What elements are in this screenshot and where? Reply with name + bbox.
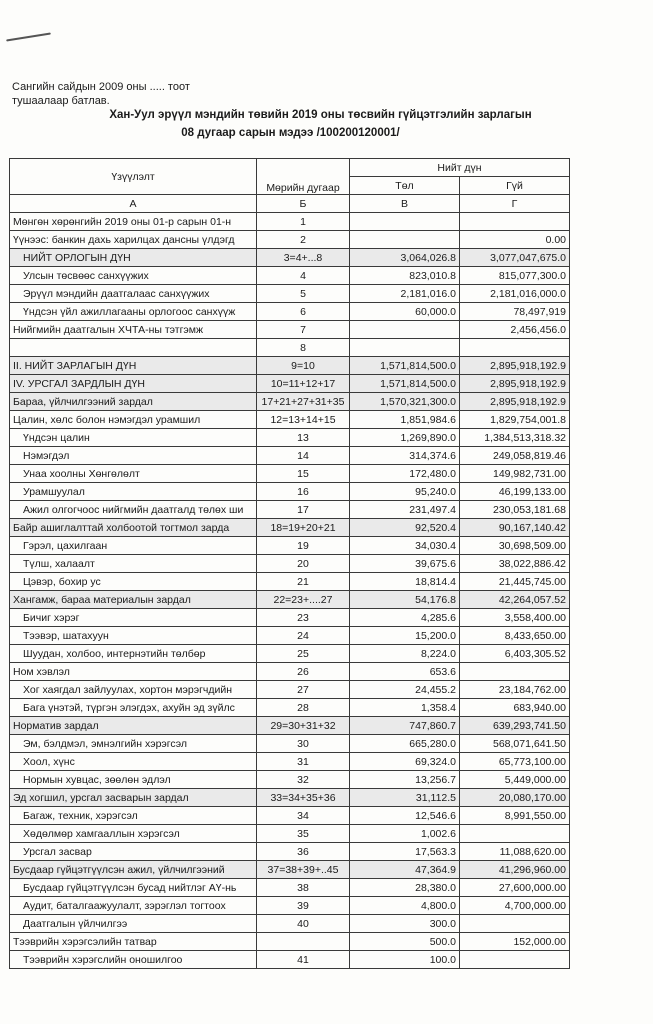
row-code: 40: [257, 915, 350, 933]
row-code: 32: [257, 771, 350, 789]
row-code: 12=13+14+15: [257, 411, 350, 429]
row-actual-value: 149,982,731.00: [460, 465, 570, 483]
row-plan-value: [350, 231, 460, 249]
table-row: [10, 645, 570, 663]
row-code: 23: [257, 609, 350, 627]
row-code: 24: [257, 627, 350, 645]
table-row: [10, 555, 570, 573]
table-row: [10, 285, 570, 303]
table-row: [10, 429, 570, 447]
row-code: 25: [257, 645, 350, 663]
approval-line-2: тушаалаар батлав.: [12, 95, 110, 107]
row-code: 37=38+39+..45: [257, 861, 350, 879]
table-row: [10, 753, 570, 771]
row-actual-value: 568,071,641.50: [460, 735, 570, 753]
table-row: [10, 699, 570, 717]
table-row: [10, 897, 570, 915]
row-code: 33=34+35+36: [257, 789, 350, 807]
row-actual-value: 815,077,300.0: [460, 267, 570, 285]
table-row: [10, 537, 570, 555]
row-plan-value: 100.0: [350, 951, 460, 969]
table-row: [10, 483, 570, 501]
row-plan-value: 95,240.0: [350, 483, 460, 501]
row-code: 38: [257, 879, 350, 897]
row-code: 17+21+27+31+35: [257, 393, 350, 411]
table-row: [10, 465, 570, 483]
row-plan-value: 314,374.6: [350, 447, 460, 465]
row-actual-value: 90,167,140.42: [460, 519, 570, 537]
row-code: 6: [257, 303, 350, 321]
row-label: Нийгмийн даатгалын ХЧТА-ны тэтгэмж: [10, 321, 257, 339]
row-actual-value: 5,449,000.00: [460, 771, 570, 789]
row-plan-value: 665,280.0: [350, 735, 460, 753]
row-actual-value: 27,600,000.00: [460, 879, 570, 897]
row-plan-value: 1,269,890.0: [350, 429, 460, 447]
table-row: [10, 249, 570, 267]
row-code: 27: [257, 681, 350, 699]
table-row: [10, 951, 570, 969]
row-code: 18=19+20+21: [257, 519, 350, 537]
row-actual-value: 152,000.00: [460, 933, 570, 951]
row-code: 34: [257, 807, 350, 825]
row-plan-value: 3,064,026.8: [350, 249, 460, 267]
row-actual-value: 38,022,886.42: [460, 555, 570, 573]
row-plan-value: 13,256.7: [350, 771, 460, 789]
row-label: Хөдөлмөр хамгааллын хэрэгсэл: [10, 825, 257, 843]
row-code: 28: [257, 699, 350, 717]
header-indicator: Үзүүлэлт: [10, 159, 257, 195]
row-label: Цалин, хөлс болон нэмэгдэл урамшил: [10, 411, 257, 429]
row-plan-value: 1,571,814,500.0: [350, 375, 460, 393]
table-row: [10, 573, 570, 591]
row-label: Багаж, техник, хэрэгсэл: [10, 807, 257, 825]
row-actual-value: 0.00: [460, 231, 570, 249]
row-actual-value: 8,991,550.00: [460, 807, 570, 825]
row-label: Эд хогшил, урсгал засварын зардал: [10, 789, 257, 807]
row-label: Нормын хувцас, зөөлөн эдлэл: [10, 771, 257, 789]
row-actual-value: 1,829,754,001.8: [460, 411, 570, 429]
row-label: Мөнгөн хөрөнгийн 2019 оны 01-р сарын 01-н: [10, 213, 257, 231]
table-row: [10, 519, 570, 537]
table-row: [10, 267, 570, 285]
row-label: Үндсэн цалин: [10, 429, 257, 447]
row-code: 10=11+12+17: [257, 375, 350, 393]
row-label: Нэмэгдэл: [10, 447, 257, 465]
row-plan-value: 1,851,984.6: [350, 411, 460, 429]
row-label: Хангамж, бараа материалын зардал: [10, 591, 257, 609]
row-actual-value: 2,895,918,192.9: [460, 393, 570, 411]
table-row: [10, 609, 570, 627]
row-plan-value: 39,675.6: [350, 555, 460, 573]
row-actual-value: 6,403,305.52: [460, 645, 570, 663]
row-label: [10, 339, 257, 357]
row-plan-value: 2,181,016.0: [350, 285, 460, 303]
report-subtitle: 08 дугаар сарын мэдээ /100200120001/: [181, 127, 400, 139]
row-code: 14: [257, 447, 350, 465]
row-actual-value: 8,433,650.00: [460, 627, 570, 645]
row-plan-value: 823,010.8: [350, 267, 460, 285]
row-actual-value: [460, 663, 570, 681]
table-row: [10, 375, 570, 393]
row-code: 5: [257, 285, 350, 303]
row-label: Ном хэвлэл: [10, 663, 257, 681]
row-code: 7: [257, 321, 350, 339]
row-plan-value: 231,497.4: [350, 501, 460, 519]
table-row: [10, 717, 570, 735]
table-row: [10, 879, 570, 897]
row-label: Хог хаягдал зайлуулах, хортон мэрэгчдийн: [10, 681, 257, 699]
row-code: 20: [257, 555, 350, 573]
expense-report-table: [9, 158, 570, 969]
letter-c: В: [350, 195, 460, 213]
table-row: [10, 321, 570, 339]
row-actual-value: 1,384,513,318.32: [460, 429, 570, 447]
row-label: Унаа хоолны Хөнгөлөлт: [10, 465, 257, 483]
row-actual-value: 4,700,000.00: [460, 897, 570, 915]
row-plan-value: 172,480.0: [350, 465, 460, 483]
row-plan-value: 92,520.4: [350, 519, 460, 537]
row-label: Даатгалын үйлчилгээ: [10, 915, 257, 933]
row-label: Эм, бэлдмэл, эмнэлгийн хэрэгсэл: [10, 735, 257, 753]
row-label: IV. УРСГАЛ ЗАРДЛЫН ДҮН: [10, 375, 257, 393]
row-plan-value: 34,030.4: [350, 537, 460, 555]
header-plan: Төл: [350, 177, 460, 195]
row-code: 31: [257, 753, 350, 771]
row-plan-value: 15,200.0: [350, 627, 460, 645]
row-plan-value: 1,570,321,300.0: [350, 393, 460, 411]
row-actual-value: 11,088,620.00: [460, 843, 570, 861]
row-code: 9=10: [257, 357, 350, 375]
row-plan-value: 4,285.6: [350, 609, 460, 627]
row-label: II. НИЙТ ЗАРЛАГЫН ДҮН: [10, 357, 257, 375]
table-row: [10, 843, 570, 861]
row-actual-value: 78,497,919: [460, 303, 570, 321]
row-actual-value: 46,199,133.00: [460, 483, 570, 501]
table-row: [10, 663, 570, 681]
row-code: 22=23+....27: [257, 591, 350, 609]
row-label: Тээвэр, шатахуун: [10, 627, 257, 645]
table-row: [10, 681, 570, 699]
scan-pen-mark: [6, 32, 51, 41]
row-plan-value: [350, 321, 460, 339]
row-plan-value: 300.0: [350, 915, 460, 933]
row-actual-value: 3,558,400.00: [460, 609, 570, 627]
row-code: 2: [257, 231, 350, 249]
table-row: [10, 339, 570, 357]
row-actual-value: 249,058,819.46: [460, 447, 570, 465]
row-actual-value: 230,053,181.68: [460, 501, 570, 519]
row-label: Бараа, үйлчилгээний зардал: [10, 393, 257, 411]
row-code: 8: [257, 339, 350, 357]
row-plan-value: 500.0: [350, 933, 460, 951]
row-label: Байр ашиглалттай холбоотой тогтмол зарда: [10, 519, 257, 537]
header-row-1: [10, 159, 570, 177]
letter-a: А: [10, 195, 257, 213]
table-row: [10, 771, 570, 789]
row-plan-value: 69,324.0: [350, 753, 460, 771]
row-actual-value: 2,456,456.0: [460, 321, 570, 339]
table-row: [10, 861, 570, 879]
row-actual-value: 20,080,170.00: [460, 789, 570, 807]
row-code: 3=4+...8: [257, 249, 350, 267]
row-actual-value: 30,698,509.00: [460, 537, 570, 555]
header-total: Нийт дүн: [350, 159, 570, 177]
report-title: Хан-Уул эрүүл мэндийн төвийн 2019 оны төсвийн гүйцэтгэлийн зарлагын: [109, 109, 532, 121]
table-row: [10, 933, 570, 951]
row-plan-value: 8,224.0: [350, 645, 460, 663]
row-plan-value: 17,563.3: [350, 843, 460, 861]
row-actual-value: 639,293,741.50: [460, 717, 570, 735]
row-label: Үндсэн үйл ажиллагааны орлогоос санхүүж: [10, 303, 257, 321]
row-actual-value: 41,296,960.00: [460, 861, 570, 879]
row-plan-value: 747,860.7: [350, 717, 460, 735]
row-plan-value: 54,176.8: [350, 591, 460, 609]
row-actual-value: 683,940.00: [460, 699, 570, 717]
table-row: [10, 915, 570, 933]
row-plan-value: 28,380.0: [350, 879, 460, 897]
table-row: [10, 213, 570, 231]
row-code: 16: [257, 483, 350, 501]
row-label: Гэрэл, цахилгаан: [10, 537, 257, 555]
row-code: 36: [257, 843, 350, 861]
row-actual-value: 2,895,918,192.9: [460, 375, 570, 393]
row-label: Тээврийн хэрэгслийн оношилгоо: [10, 951, 257, 969]
approval-note: [12, 80, 190, 108]
letter-d: Г: [460, 195, 570, 213]
row-label: Эрүүл мэндийн даатгалаас санхүүжих: [10, 285, 257, 303]
header-code: Мөрийн дугаар: [257, 159, 350, 195]
row-label: Аудит, баталгаажуулалт, зэрэглэл тогтоох: [10, 897, 257, 915]
row-code: 39: [257, 897, 350, 915]
row-label: Урсгал засвар: [10, 843, 257, 861]
row-plan-value: 24,455.2: [350, 681, 460, 699]
row-code: 29=30+31+32: [257, 717, 350, 735]
row-label: НИЙТ ОРЛОГЫН ДҮН: [10, 249, 257, 267]
header-actual: Гүй: [460, 177, 570, 195]
row-actual-value: 2,181,016,000.0: [460, 285, 570, 303]
table-row: [10, 411, 570, 429]
table-row: [10, 735, 570, 753]
row-label: Улсын төсвөөс санхүүжих: [10, 267, 257, 285]
table-row: [10, 627, 570, 645]
row-label: Норматив зардал: [10, 717, 257, 735]
letter-row: [10, 195, 570, 213]
table-row: [10, 393, 570, 411]
row-plan-value: 1,002.6: [350, 825, 460, 843]
row-label: Урамшуулал: [10, 483, 257, 501]
row-label: Тээврийн хэрэгсэлийн татвар: [10, 933, 257, 951]
row-plan-value: 4,800.0: [350, 897, 460, 915]
row-plan-value: 60,000.0: [350, 303, 460, 321]
row-label: Ажил олгогчоос нийгмийн даатгалд төлөх ши: [10, 501, 257, 519]
row-code: 19: [257, 537, 350, 555]
row-actual-value: 21,445,745.00: [460, 573, 570, 591]
table-row: [10, 447, 570, 465]
row-code: 21: [257, 573, 350, 591]
row-actual-value: 65,773,100.00: [460, 753, 570, 771]
row-label: Үүнээс: банкин дахь харилцах дансны үлдэгд: [10, 231, 257, 249]
row-code: 35: [257, 825, 350, 843]
row-code: 1: [257, 213, 350, 231]
row-actual-value: 3,077,047,675.0: [460, 249, 570, 267]
row-plan-value: 47,364.9: [350, 861, 460, 879]
row-plan-value: 1,571,814,500.0: [350, 357, 460, 375]
row-label: Түлш, халаалт: [10, 555, 257, 573]
row-code: 41: [257, 951, 350, 969]
row-code: 15: [257, 465, 350, 483]
row-label: Бусдаар гүйцэтгүүлсэн бусад нийтлэг АҮ-нь: [10, 879, 257, 897]
row-actual-value: [460, 213, 570, 231]
table-row: [10, 357, 570, 375]
row-plan-value: [350, 213, 460, 231]
table-row: [10, 825, 570, 843]
table-row: [10, 303, 570, 321]
row-plan-value: 18,814.4: [350, 573, 460, 591]
approval-line-1: Сангийн сайдын 2009 оны ..... тоот: [12, 81, 190, 93]
row-plan-value: 12,546.6: [350, 807, 460, 825]
row-code: [257, 933, 350, 951]
row-code: 4: [257, 267, 350, 285]
row-plan-value: 653.6: [350, 663, 460, 681]
table-row: [10, 501, 570, 519]
row-actual-value: 42,264,057.52: [460, 591, 570, 609]
row-label: Бичиг хэрэг: [10, 609, 257, 627]
row-actual-value: 23,184,762.00: [460, 681, 570, 699]
row-actual-value: [460, 951, 570, 969]
table-row: [10, 789, 570, 807]
row-code: 30: [257, 735, 350, 753]
row-code: 13: [257, 429, 350, 447]
row-code: 17: [257, 501, 350, 519]
letter-b: Б: [257, 195, 350, 213]
table-row: [10, 231, 570, 249]
row-label: Цэвэр, бохир ус: [10, 573, 257, 591]
table-row: [10, 807, 570, 825]
row-label: Шуудан, холбоо, интернэтийн төлбөр: [10, 645, 257, 663]
row-plan-value: [350, 339, 460, 357]
row-actual-value: [460, 339, 570, 357]
row-plan-value: 1,358.4: [350, 699, 460, 717]
row-label: Хоол, хүнс: [10, 753, 257, 771]
row-plan-value: 31,112.5: [350, 789, 460, 807]
row-label: Бусдаар гүйцэтгүүлсэн ажил, үйлчилгээний: [10, 861, 257, 879]
row-actual-value: [460, 825, 570, 843]
row-code: 26: [257, 663, 350, 681]
table-row: [10, 591, 570, 609]
row-label: Бага үнэтэй, түргэн элэгдэх, ахуйн эд зүйлс: [10, 699, 257, 717]
row-actual-value: 2,895,918,192.9: [460, 357, 570, 375]
row-actual-value: [460, 915, 570, 933]
